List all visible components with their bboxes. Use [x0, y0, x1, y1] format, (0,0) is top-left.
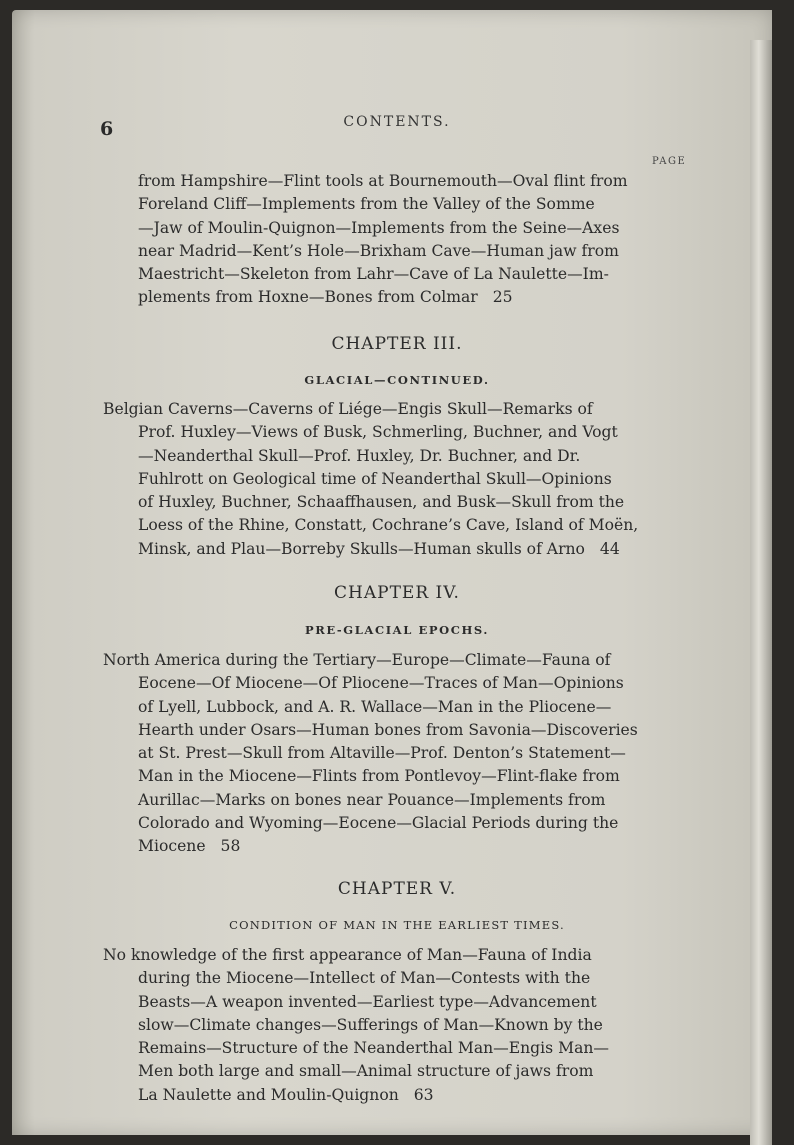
- entry-last-line: [138, 835, 688, 858]
- entry-line: Beasts—A weapon invented—Earliest type—Advancement: [138, 992, 597, 1011]
- entry-line: Colorado and Wyoming—Eocene—Glacial Periods during the: [138, 814, 619, 833]
- entry-line: of Lyell, Lubbock, and A. R. Wallace—Man in the Pliocene—: [138, 697, 612, 716]
- entry-line: Eocene—Of Miocene—Of Pliocene—Traces of Man—Opinions: [138, 674, 624, 693]
- page-number: 6: [100, 118, 114, 140]
- entry-line: at St. Prest—Skull from Altaville—Prof. Denton’s Statement—: [138, 744, 626, 763]
- entry-page-number: 25: [492, 288, 513, 307]
- chapter-subtitle: CONDITION OF MAN IN THE EARLIEST TIMES.: [229, 918, 565, 932]
- entry-line: plements from Hoxne—Bones from Colmar: [138, 288, 478, 307]
- chapter-subtitle: PRE-GLACIAL EPOCHS.: [304, 623, 490, 637]
- entry-line: Miocene: [138, 837, 206, 856]
- entry-line: Minsk, and Plau—Borreby Skulls—Human skulls of Arno: [138, 539, 585, 558]
- entry-line: Loess of the Rhine, Constatt, Cochrane’s Cave, Island of Moën,: [138, 516, 639, 535]
- entry-line: Aurillac—Marks on bones near Pouance—Implements from: [138, 790, 606, 809]
- entry-last-line: [138, 286, 688, 309]
- chapter-subtitle: GLACIAL—CONTINUED.: [304, 373, 490, 387]
- chapter-heading: CHAPTER III.: [331, 334, 463, 354]
- entry-line: —Jaw of Moulin-Quignon—Implements from the Seine—Axes: [138, 218, 620, 237]
- entry-line: Maestricht—Skeleton from Lahr—Cave of La Naulette—Im-: [138, 265, 609, 284]
- entry-line: No knowledge of the first appearance of Man—Fauna of India: [103, 946, 592, 964]
- entry-line: during the Miocene—Intellect of Man—Contests with the: [138, 969, 591, 988]
- entry-last-line: [138, 538, 688, 561]
- entry-line: —Neanderthal Skull—Prof. Huxley, Dr. Buchner, and Dr.: [138, 446, 581, 465]
- entry-line: Man in the Miocene—Flints from Pontlevoy—Flint-flake from: [138, 767, 620, 786]
- page-column-label: PAGE: [652, 156, 687, 167]
- entry-line: North America during the Tertiary—Europe—Climate—Fauna of: [103, 651, 611, 669]
- entry-page-number: 63: [413, 1085, 434, 1104]
- entry-line: Men both large and small—Animal structure of jaws from: [138, 1062, 594, 1081]
- entry-page-number: 44: [599, 539, 620, 558]
- running-head: CONTENTS.: [343, 114, 451, 130]
- entry-line: Foreland Cliff—Implements from the Valley of the Somme: [138, 195, 595, 214]
- entry-line: Prof. Huxley—Views of Busk, Schmerling, Buchner, and Vogt: [138, 423, 618, 442]
- entry-line: Belgian Caverns—Caverns of Liége—Engis Skull—Remarks of: [103, 400, 593, 418]
- toc-entry: [103, 649, 688, 859]
- entry-page-number: 58: [220, 837, 241, 856]
- entry-last-line: [138, 1084, 698, 1107]
- entry-line: Fuhlrott on Geological time of Neanderthal Skull—Opinions: [138, 469, 612, 488]
- entry-line: slow—Climate changes—Sufferings of Man—Known by the: [138, 1015, 603, 1034]
- chapter-heading: CHAPTER IV.: [334, 583, 460, 603]
- entry-line: of Huxley, Buchner, Schaaffhausen, and Busk—Skull from the: [138, 493, 625, 512]
- toc-entry: [103, 398, 688, 561]
- entry-line: Remains—Structure of the Neanderthal Man—Engis Man—: [138, 1039, 610, 1058]
- chapter-heading: CHAPTER V.: [337, 879, 457, 899]
- entry-line: La Naulette and Moulin-Quignon: [138, 1085, 399, 1104]
- entry-line: Hearth under Osars—Human bones from Savonia—Discoveries: [138, 720, 638, 739]
- toc-entry: [103, 944, 698, 1107]
- entry-line: from Hampshire—Flint tools at Bournemouth—Oval flint from: [138, 172, 628, 190]
- entry-line: near Madrid—Kent’s Hole—Brixham Cave—Human jaw from: [138, 241, 619, 260]
- toc-entry-continued: [138, 170, 688, 310]
